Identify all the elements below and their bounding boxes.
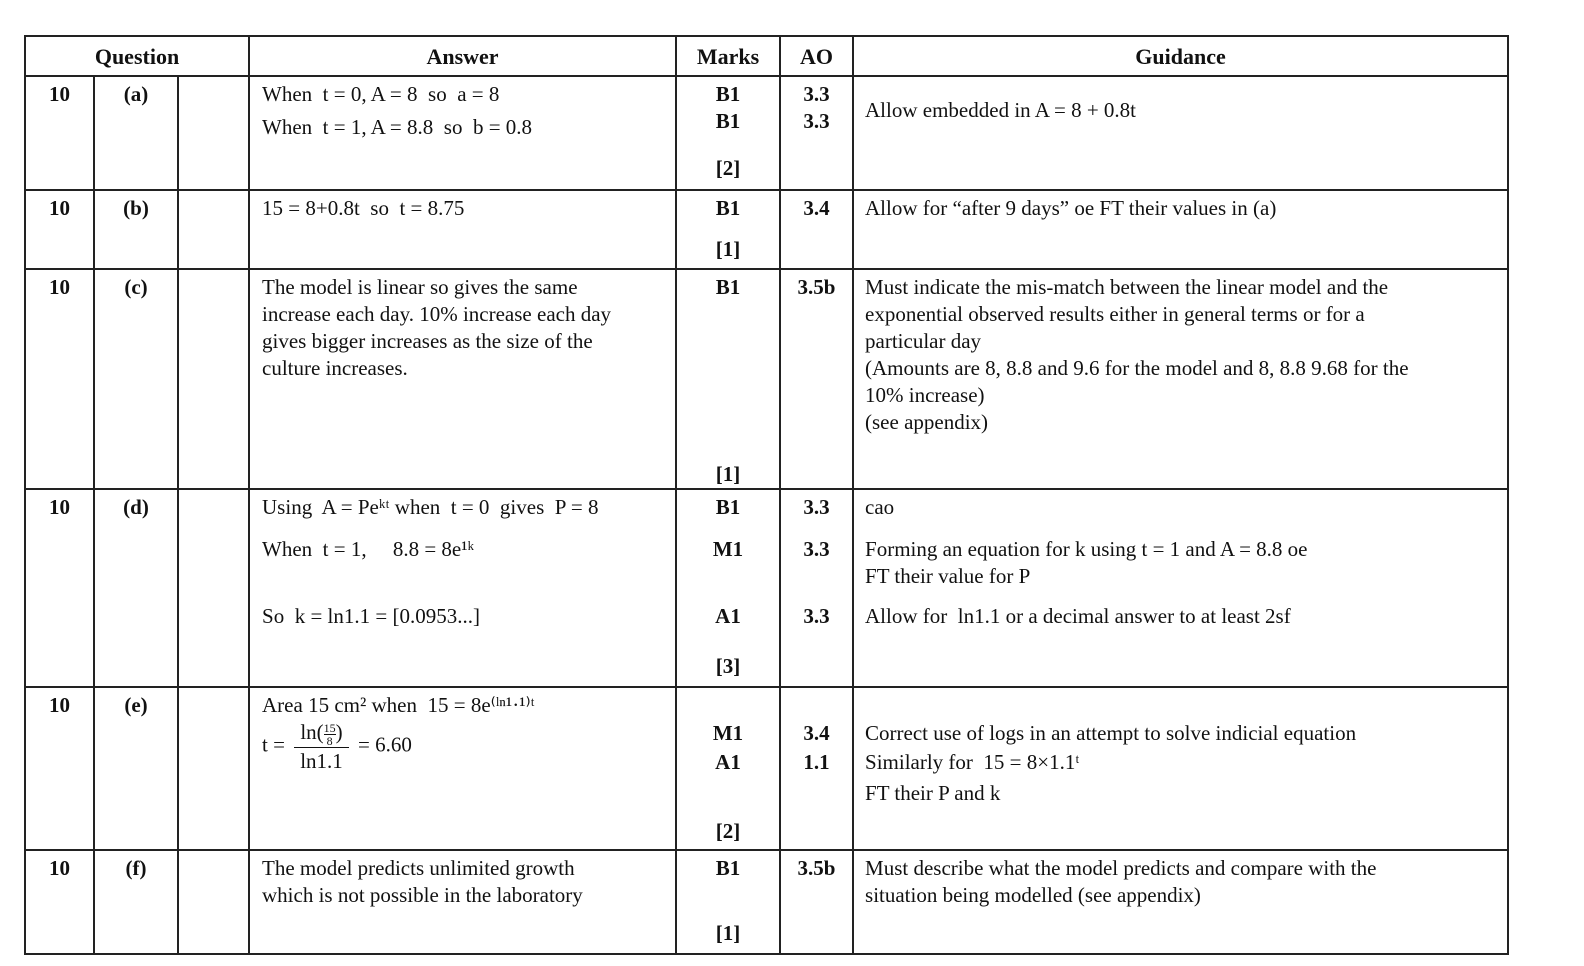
mark-total: [1] (715, 462, 741, 486)
marks-cell (676, 76, 780, 190)
question-subpart (178, 269, 249, 489)
answer-line: gives bigger increases as the size of the (262, 329, 593, 353)
answer-line: which is not possible in the laboratory (262, 883, 583, 907)
guidance-line: Allow embedded in A = 8 + 0.8t (865, 98, 1137, 122)
small-denominator: 8 (326, 733, 333, 748)
mark-code: A1 (715, 604, 741, 628)
marks-cell (676, 489, 780, 687)
header-answer: Answer (249, 36, 676, 76)
table-row (25, 190, 1508, 269)
mark-code: M1 (712, 537, 744, 561)
guidance-line: FT their value for P (865, 564, 1031, 588)
table-row (25, 687, 1508, 850)
table-row (25, 850, 1508, 954)
header-ao: AO (780, 36, 853, 76)
guidance-line: Similarly for 15 = 8×1.1ᵗ (865, 750, 1080, 774)
question-subpart (178, 76, 249, 190)
small-fraction (324, 722, 336, 747)
question-number: 10 (25, 850, 94, 954)
answer-line: The model predicts unlimited growth (262, 856, 575, 880)
ao-value: 3.3 (803, 537, 830, 561)
mark-code: A1 (715, 750, 741, 774)
ao-value: 3.3 (803, 82, 830, 106)
ao-value: 3.3 (803, 604, 830, 628)
answer-cell (249, 850, 676, 954)
answer-line: Area 15 cm² when 15 = 8e⁽ˡⁿ¹·¹⁾ᵗ (262, 693, 535, 717)
mark-code: B1 (715, 495, 741, 519)
mark-code: B1 (715, 109, 741, 133)
ao-value: 3.5b (797, 856, 836, 880)
guidance-cell (853, 687, 1508, 850)
result-value: = 6.60 (358, 732, 412, 757)
t-equals: t = (262, 732, 285, 757)
guidance-line: Forming an equation for k using t = 1 and A = 8.8 oe (865, 537, 1308, 561)
guidance-line: exponential observed results either in general terms or for a (865, 302, 1365, 326)
answer-line: When t = 0, A = 8 so a = 8 (262, 82, 500, 106)
answer-line: When t = 1, A = 8.8 so b = 0.8 (262, 115, 533, 139)
guidance-line: particular day (865, 329, 982, 353)
ao-value: 3.5b (797, 275, 836, 299)
guidance-cell (853, 489, 1508, 687)
question-subpart (178, 687, 249, 850)
ao-cell (780, 687, 853, 850)
ao-cell (780, 76, 853, 190)
ao-value: 3.3 (803, 495, 830, 519)
guidance-cell (853, 76, 1508, 190)
answer-line: 15 = 8+0.8t so t = 8.75 (262, 196, 465, 220)
question-number: 10 (25, 190, 94, 269)
mark-code: M1 (712, 721, 744, 745)
answer-cell (249, 687, 676, 850)
mark-total: [1] (715, 921, 741, 945)
answer-line: Using A = Peᵏᵗ when t = 0 gives P = 8 (262, 495, 599, 519)
guidance-line: Must indicate the mis-match between the linear model and the (865, 275, 1389, 299)
question-number: 10 (25, 489, 94, 687)
guidance-cell (853, 850, 1508, 954)
header-guidance: Guidance (853, 36, 1508, 76)
mark-code: B1 (715, 275, 741, 299)
question-part: (c) (94, 269, 178, 489)
marks-cell (676, 687, 780, 850)
mark-code: B1 (715, 196, 741, 220)
table-row (25, 269, 1508, 489)
small-numerator: 15 (323, 720, 336, 735)
guidance-line: (see appendix) (865, 410, 989, 434)
ao-value: 1.1 (803, 750, 830, 774)
answer-line: The model is linear so gives the same (262, 275, 578, 299)
question-number: 10 (25, 76, 94, 190)
answer-cell (249, 489, 676, 687)
fraction (294, 719, 349, 775)
question-part: (b) (94, 190, 178, 269)
answer-line: When t = 1, 8.8 = 8e¹ᵏ (262, 537, 475, 561)
guidance-cell (853, 269, 1508, 489)
marks-cell (676, 850, 780, 954)
guidance-line: Must describe what the model predicts and compare with the (865, 856, 1377, 880)
ao-cell (780, 190, 853, 269)
mark-total: [2] (715, 819, 741, 843)
question-number: 10 (25, 687, 94, 850)
mark-code: B1 (715, 856, 741, 880)
ln-label: ln (300, 720, 317, 744)
guidance-line: cao (865, 495, 895, 519)
mark-total: [2] (715, 156, 741, 180)
question-part: (f) (94, 850, 178, 954)
header-question: Question (25, 36, 249, 76)
answer-cell (249, 269, 676, 489)
marks-cell (676, 269, 780, 489)
question-part: (e) (94, 687, 178, 850)
fraction-numerator: ln( $\frac{15}{8}$ ) (294, 719, 349, 748)
question-subpart (178, 190, 249, 269)
ao-cell (780, 489, 853, 687)
guidance-line: Allow for ln1.1 or a decimal answer to at least 2sf (865, 604, 1291, 628)
ao-cell (780, 850, 853, 954)
question-part: (a) (94, 76, 178, 190)
guidance-line: Allow for “after 9 days” oe FT their values in (a) (865, 196, 1277, 220)
answer-line: So k = ln1.1 = [0.0953...] (262, 604, 480, 628)
mark-code: B1 (715, 82, 741, 106)
guidance-cell (853, 190, 1508, 269)
mark-total: [1] (715, 237, 741, 261)
mark-scheme-table (24, 35, 1509, 955)
answer-line: increase each day. 10% increase each day (262, 302, 612, 326)
table-row (25, 489, 1508, 687)
fraction-denominator: ln1.1 (300, 748, 343, 773)
question-subpart (178, 850, 249, 954)
header-row (25, 36, 1508, 76)
guidance-line: FT their P and k (865, 781, 1001, 805)
question-part: (d) (94, 489, 178, 687)
header-marks: Marks (676, 36, 780, 76)
guidance-line: situation being modelled (see appendix) (865, 883, 1201, 907)
ao-value: 3.4 (803, 721, 830, 745)
answer-cell (249, 76, 676, 190)
question-number: 10 (25, 269, 94, 489)
ao-value: 3.4 (803, 196, 830, 220)
log-equation (262, 719, 667, 775)
question-subpart (178, 489, 249, 687)
guidance-line: Correct use of logs in an attempt to solve indicial equation (865, 721, 1357, 745)
answer-line: culture increases. (262, 356, 408, 380)
guidance-line: (Amounts are 8, 8.8 and 9.6 for the model and 8, 8.8 9.68 for the (865, 356, 1409, 380)
ao-cell (780, 269, 853, 489)
ao-value: 3.3 (803, 109, 830, 133)
mark-total: [3] (715, 654, 741, 678)
answer-cell (249, 190, 676, 269)
guidance-line: 10% increase) (865, 383, 985, 407)
marks-cell (676, 190, 780, 269)
table-row (25, 76, 1508, 190)
